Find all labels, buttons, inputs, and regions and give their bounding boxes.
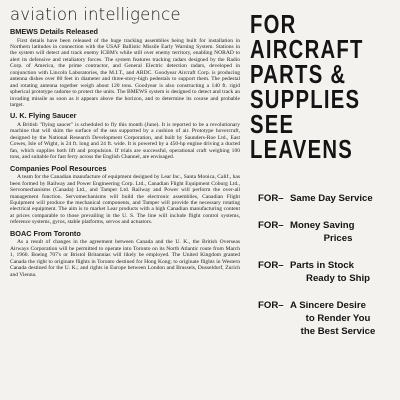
article-flying-saucer	[6, 112, 240, 160]
ad-service-text: Ready to Ship	[306, 273, 370, 284]
ad-service-text: Money Saving	[290, 220, 355, 231]
ad-service-text: A Sincere Desire	[290, 300, 366, 311]
ad-service-prefix: FOR	[258, 220, 279, 231]
article-bmews	[6, 28, 240, 108]
article-body: First details have been released of the huge tracking assemblies being built for installation in Northern latitudes in connection with the USAF Ballistic Missile Early Warning System. Stations in the system will detect and track enemy ICBM's while still over enemy territory, enabling NORAD to alert its defensive and retaliatory forces. The system features tracking radars designed by the Radio Corp. of America, the prime contractor, and General Electric detection radars, developed in conjunction with Lincoln Laboratories, the M.I.T., and ARDC. Goodyear Aircraft Corp. is producing antenna dishes over 80 feet in diameter and three-story-high pedestals to support them. The pedestal and rotating antenna together weigh about 120 tons. Goodyear is also constructing a 140 ft. rigid spherical prototype radome to protect the units. The BMEWS system is designed to detect and track an invading missile as soon as it appears above the horizon, and to determine its course and probable target.	[10, 37, 240, 109]
ad-service-item: FOR– Parts in Stock Ready to Ship	[250, 259, 396, 285]
ad-headline-line: LEAVENS	[250, 134, 354, 164]
ad-service-text: Parts in Stock	[290, 260, 354, 271]
ad-headline-line: AIRCRAFT	[250, 34, 364, 64]
article-headline: U. K. Flying Saucer	[10, 111, 77, 121]
ad-service-item: FOR– Same Day Service	[250, 192, 396, 205]
article-headline: BOAC From Toronto	[10, 228, 81, 238]
article-body: As a result of changes in the agreement between Canada and the U. K., the British Overseas Airways Corporation will be permitted to operate into Toronto on its North Atlantic route from March 1, 1960. Boeing 707's or Bristol Britannias will likely be employed. The United Kingdom granted Canada the right to originate flights in Toronto destined for Hong Kong; to originate flights in Western Canada destined for the U. K.; and rights in Europe between London and Brussels, Dusseldorf, Zurich and Vienna.	[10, 239, 240, 278]
news-column	[6, 6, 240, 398]
article-body: A team for the Canadian manufacture of equipment designed by Lear Inc., Santa Monica, Calif., has been formed by Railway and Power Engineering Corp. Ltd., Canadian Flight Equipment Coburg Ltd., Servomechanisms (Canada) Ltd., and Tamper Ltd. Railway and Power will perform the over-all management function. Servomechanisms will build the electronic assemblies, Canadian Flight Equipment will produce the mechanical components, and Tamper will provide the necessary rotating electrical equipment. The aim is to market Lear products with a high Canadian manufacturing content at prices comparable to those prevailing in the U. S. The line will include flight control systems, reference systems, gyros, stable platforms, servos and actuators.	[10, 174, 240, 226]
masthead: aviation intelligence	[10, 6, 181, 24]
ad-headline-line: FOR	[250, 9, 297, 39]
ad-service-text: to Render You	[305, 313, 371, 324]
ad-headline-line: PARTS &	[250, 59, 347, 89]
ad-service-item: FOR– A Sincere Desire to Render You the Best Service	[250, 299, 396, 338]
article-headline: BMEWS Details Released	[10, 27, 98, 36]
ad-service-item: FOR– Money Saving Prices	[250, 219, 396, 245]
ad-service-text: the Best Service	[300, 326, 376, 337]
ad-service-prefix: FOR	[258, 193, 279, 204]
article-boac	[6, 230, 240, 278]
ad-headline-line: SEE	[250, 109, 295, 139]
leavens-advertisement	[250, 9, 396, 392]
ad-headline	[250, 9, 396, 164]
article-headline: Companies Pool Resources	[10, 163, 107, 173]
ad-headline-line: SUPPLIES	[250, 84, 361, 114]
article-body: A British "flying saucer" is scheduled to fly this month (June). It is reported to be a revolutionary machine that will skim the surface of the sea supported by a cushion of air. Prototype hovercraft, designed by the National Research Development Corporation, and built by Saunders-Roe Ltd., East Cowes, Isle of Wight, is 24 ft. long and 24 ft. wide. It is powered by a 450-hp engine driving a ducted fan, which supplies both lift and propulsion. If trials are successful, operational craft weighing 100 tons, and suitable for fast ferry across the English Channel, are envisaged.	[10, 121, 240, 161]
ad-service-text: Same Day Service	[290, 193, 373, 204]
ad-service-prefix: FOR	[258, 300, 279, 311]
article-companies	[6, 165, 240, 226]
ad-service-text: Prices	[323, 233, 353, 244]
ad-service-prefix: FOR	[258, 260, 279, 271]
